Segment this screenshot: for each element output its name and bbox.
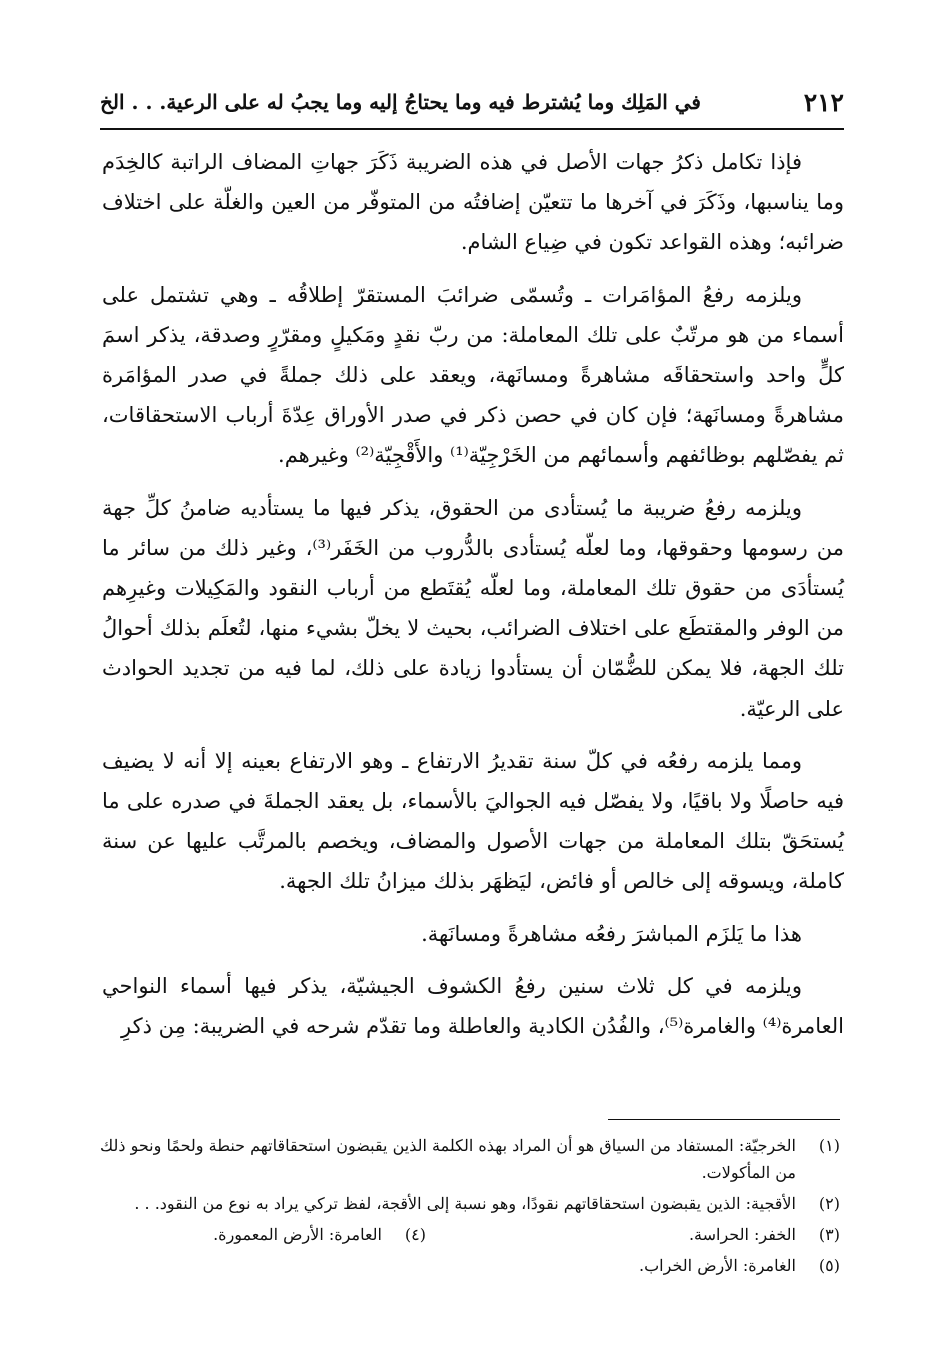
paragraph: ويلزمه في كل ثلاث سنين رفعُ الكشوف الجيشيّة، يذكر فيها أسماء النواحي العامرة⁽⁴⁾ والغامرة⁽⁵⁾، والفُدُن الكادية والعاطلة وما تقدّم شرحه في الضريبة: مِن ذكرِ <box>102 973 844 1039</box>
footnote-text: الأقجية: الذين يقبضون استحقاقاتهم نقودًا، وهو نسبة إلى الأقجة، لفظ تركي يراد به نوع من النقود. . . <box>134 1194 796 1213</box>
paragraph: ويلزمه رفعُ ضريبة ما يُستأدى من الحقوق، يذكر فيها ما يستأديه ضامنُ كلِّ جهة من رسومها وحقوقها، وما لعلّه يُستأدى بالدُّروب من الخَفَر⁽³⁾، وغير ذلك من سائر ما يُستأدَى من حقوق تلك المعاملة، وما لعلّه يُقتَطع من أرباب النقود والمَكِيلات وغيرِهم من الوفر والمقتطَع على اختلاف الضرائب، بحيث لا يخلّ بشيء منها، لتُعلَم بذلك أحوالُ تلك الجهة، فلا يمكن للضُّمّان أن يستأدوا زيادة على ذلك، لما فيه من تجديد الحوادث على الرعيّة. <box>102 495 844 721</box>
footnote-text: العامرة: الأرض المعمورة. <box>213 1225 382 1244</box>
footnote-4 <box>213 1221 426 1248</box>
page-number: ٢١٢ <box>803 88 844 117</box>
footnote-2 <box>100 1190 840 1217</box>
footnote-text: الخرجيّة: المستفاد من السياق هو أن المراد بهذه الكلمة الذين يقبضون استحقاقاتهم حنطة ولحمًا ونحو ذلك من المأكولات. <box>100 1136 796 1182</box>
footnote-number: (٣) <box>818 1225 840 1244</box>
paragraph: ويلزمه رفعُ المؤامَرات ـ وتُسمّى ضرائبَ المستقرّ إطلاقُه ـ وهي تشتمل على أسماء من هو مرتّبٌ على تلك المعاملة: من ربّ نقدٍ ومَكيلٍ ومقرّرٍ وصدقة، يذكر اسمَ كلٍّ واحد واستحقاقَه مشاهرةً ومسانَهة، ويعقد على ذلك جملةً في صدر المؤامَرة مشاهرةً ومسانَهة؛ فإن كان في حصن ذكر في صدر الأوراق عِدّةَ أرباب الاستحقاقات، ثم يفصّلهم بوظائفهم وأسمائهم من الخَرْجِيّة⁽¹⁾ والأَقْجِيّة⁽²⁾ وغيرهم. <box>102 282 844 468</box>
footnote-number: (٤) <box>404 1225 426 1244</box>
footnote-number: (٥) <box>818 1256 840 1275</box>
footnote-5 <box>100 1252 840 1279</box>
running-title: في المَلِك وما يُشترط فيه وما يحتاجُ إليه وما يجبُ له على الرعية. . . الخ <box>100 90 701 114</box>
header-rule <box>100 128 844 130</box>
footnote-text: الغامرة: الأرض الخراب. <box>639 1256 796 1275</box>
footnote-1 <box>100 1132 840 1186</box>
paragraph: ومما يلزمه رفعُه في كلّ سنة تقديرُ الارتفاع ـ وهو الارتفاع بعينه إلا أنه لا يضيف فيه حاصلًا ولا باقيًا، ولا يفصّل فيه الجواليَ بالأسماء، بل يعقد الجملةَ في صدره على ما يُستحَقّ بتلك المعاملة من جهات الأصول والمضاف، ويخصم بالمرتَّب عليها عن سنة كاملة، ويسوقه إلى خالص أو فائض، ليَظهَر بذلك ميزانُ تلك الجهة. <box>102 748 844 894</box>
footnote-number: (٢) <box>818 1194 840 1213</box>
main-text <box>102 142 844 1058</box>
footnote-row <box>100 1221 840 1248</box>
footnotes <box>100 1132 840 1283</box>
footnote-3 <box>426 1221 840 1248</box>
paragraph: هذا ما يَلزَم المباشرَ رفعُه مشاهرةً ومسانَهة. <box>421 921 802 946</box>
footnote-separator <box>608 1119 840 1120</box>
running-header <box>100 88 844 122</box>
footnote-text: الخفر: الحراسة. <box>688 1225 796 1244</box>
paragraph: فإذا تكامل ذكرُ جهات الأصل في هذه الضريبة ذَكَرَ جهاتِ المضاف الراتبة كالخِدَم وما يناسبها، وذَكَرَ في آخرها ما تتعيّن إضافتُه من المتوفّر من العين والغلّة على اختلاف ضرائبه؛ وهذه القواعد تكون في ضِياع الشام. <box>102 150 844 255</box>
footnote-number: (١) <box>818 1136 840 1155</box>
